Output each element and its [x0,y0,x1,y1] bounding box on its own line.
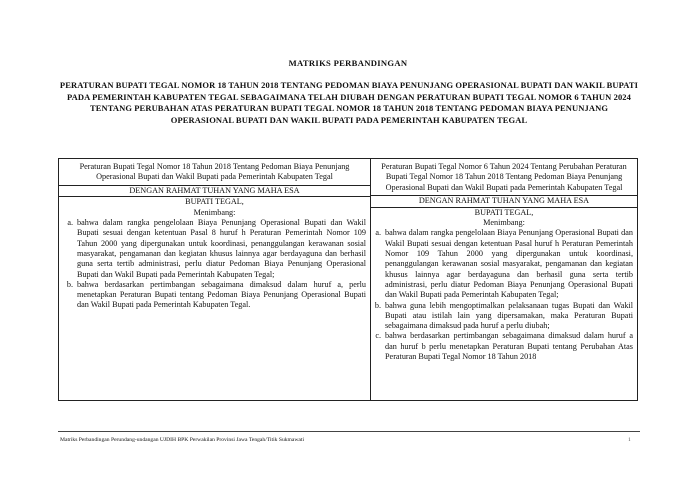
right-item-c [371,331,637,362]
item-text: bahwa berdasarkan pertimbangan sebagaimana dimaksud dalam huruf a dan huruf b perlu menetapkan Peraturan Bupati tentang Perubahan Atas Peraturan Bupati Tegal Nomor 18 Tahun 2018 [385,331,633,361]
page-number: 1 [628,437,631,443]
left-item-a [59,218,370,280]
right-rahmat-line: DENGAN RAHMAT TUHAN YANG MAHA ESA [371,195,637,207]
regulation-title: PERATURAN BUPATI TEGAL NOMOR 18 TAHUN 2018 TENTANG PEDOMAN BIAYA PENUNJANG OPERASIONAL BUPATI DAN WAKIL BUPATI PADA PEMERINTAH KABUPATEN TEGAL SEBAGAIMANA TELAH DIUBAH DENGAN PERATURAN BUPATI TEGAL NOMOR 6 TAHUN 2024 TENTANG PERUBAHAN ATAS PERATURAN BUPATI TEGAL NOMOR 18 TAHUN 2018 TENTANG PEDOMAN BIAYA PENUNJANG OPERASIONAL BUPATI DAN WAKIL BUPATI PADA PEMERINTAH KABUPATEN TEGAL [59,80,639,125]
item-label: a. [375,228,381,238]
item-label: a. [67,218,73,228]
right-column-header: Peraturan Bupati Tegal Nomor 6 Tahun 2024 Tentang Perubahan Peraturan Bupati Tegal Nomor 18 Tahun 2018 Tentang Pedoman Biaya Penunjang Operasional Bupati dan Wakil Bupati pada Pemerintah Kabupaten Tegal [381,162,627,192]
right-item-b [371,301,637,332]
footer-text: Matriks Perbandingan Perundang-undangan UJDIH BPK Perwakilan Provinsi Jawa Tengah/Titik Sukmawati [60,437,304,443]
left-item-b [59,280,370,311]
left-column [59,159,370,400]
left-menimbang-label: Menimbang: [193,207,236,217]
item-text: bahwa guna lebih mengoptimalkan pelaksanaan tugas Bupati dan Wakil Bupati atau istilah lain yang dipersamakan, maka Peraturan Bupati sebagaimana dimaksud pada huruf a perlu diubah; [385,300,633,331]
left-column-header: Peraturan Bupati Tegal Nomor 18 Tahun 2018 Tentang Pedoman Biaya Penunjang Operasional Bupati dan Wakil Bupati pada Pemerintah Kabupaten Tegal [79,162,350,182]
item-text: bahwa dalam rangka pengelolaan Biaya Penunjang Operasional Bupati dan Wakil Bupati sesuai dengan ketentuan Pasal huruf h Peraturan Pemerintah Nomor 109 Tahun 2000 yang dipergunakan untuk koordinasi, penanggulangan kerawanan sosial masyarakat, pengamanan dan kegiatan khusus lainnya agar berdayaguna dan berhasil guna serta tertib administrasi, perlu diatur Pedoman Biaya Penunjang Operasional Bupati dan Wakil Bupati pada Pemerintah Kabupaten Tegal; [385,228,633,300]
page-title: MATRIKS PERBANDINGAN [288,58,408,68]
item-label: b. [66,279,73,289]
right-bupati-line: BUPATI TEGAL, [371,207,637,219]
item-label: c. [375,331,381,341]
left-rahmat-line: DENGAN RAHMAT TUHAN YANG MAHA ESA [59,185,370,197]
item-text: bahwa dalam rangka pengelolaan Biaya Penunjang Operasional Bupati dan Wakil Bupati sesuai dengan ketentuan Pasal 8 huruf h Peraturan Pemerintah Nomor 109 Tahun 2000 yang dipergunakan untuk koordinasi, penanggulangan kerawanan sosial masyarakat, pengamanan dan kegiatan khusus lainnya agar berdayaguna dan berhasil guna serta tertib administrasi, perlu diatur Pedoman Biaya Penunjang Operasional Bupati dan Wakil Bupati pada Pemerintah Kabupaten Tegal; [77,218,366,279]
right-column [371,159,637,400]
right-item-a [371,228,637,300]
left-bupati-line: BUPATI TEGAL, [59,196,370,208]
comparison-table [58,158,638,401]
right-menimbang-label: Menimbang: [483,218,525,228]
item-text: bahwa berdasarkan pertimbangan sebagaimana dimaksud dalam huruf a, perlu menetapkan Peraturan Bupati tentang Pedoman Biaya Penunjang Operasional Bupati dan Wakil Bupati pada Pemerintah Kabupaten Tegal. [77,279,366,310]
footer-rule [58,431,640,432]
item-label: b. [374,300,381,310]
